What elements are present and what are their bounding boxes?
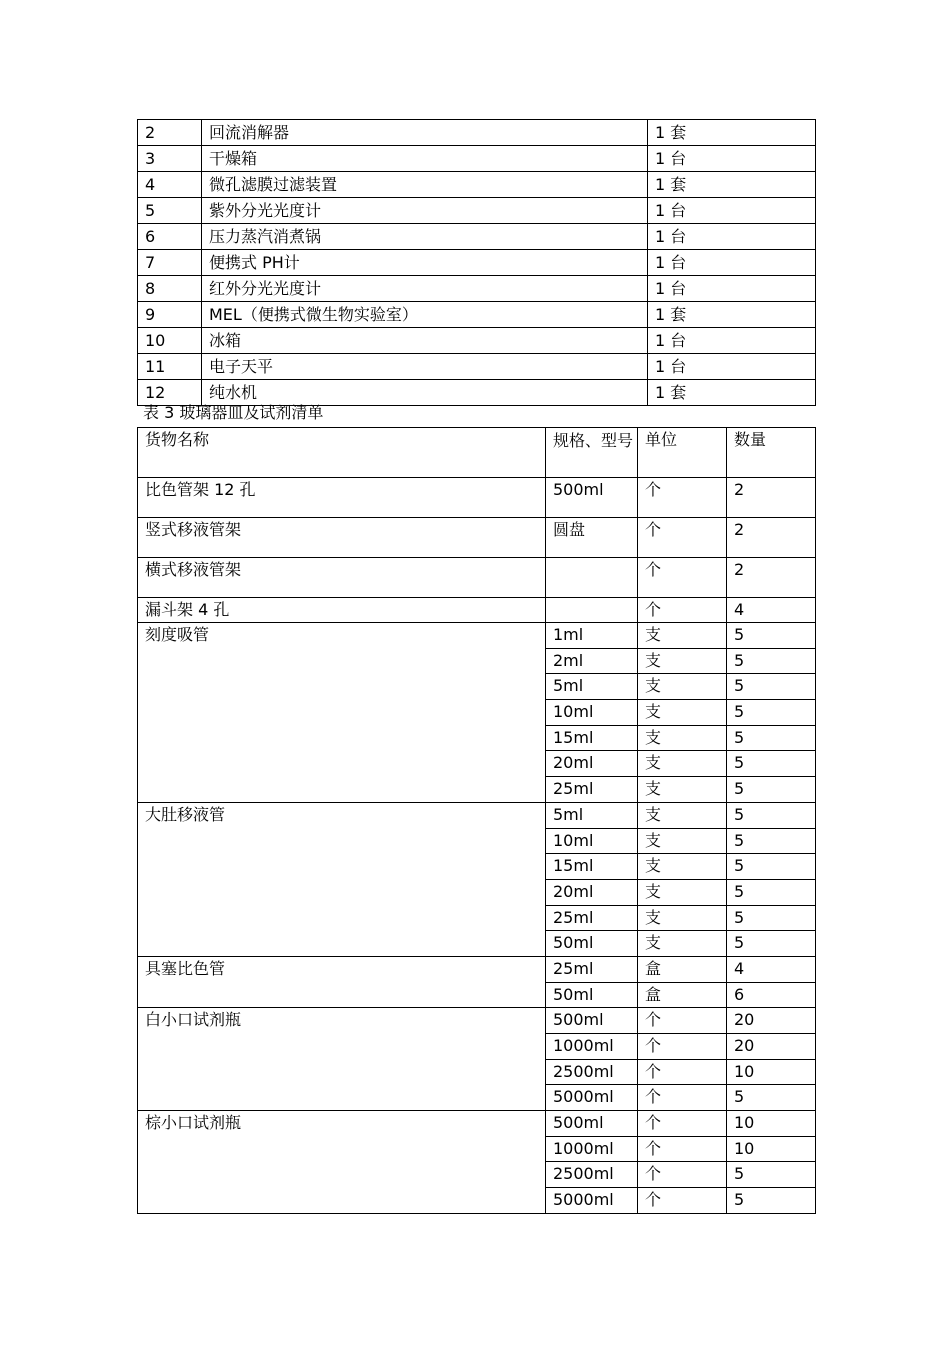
goods-name: 比色管架 12 孔	[138, 478, 546, 518]
table-row	[138, 120, 816, 146]
table-row	[138, 558, 816, 598]
spec-cell: 500ml	[546, 1008, 638, 1034]
item-quantity: 1 台	[648, 224, 816, 250]
table-row	[138, 250, 816, 276]
table-row	[138, 276, 816, 302]
unit-cell: 支	[638, 931, 727, 957]
unit-cell: 支	[638, 623, 727, 649]
unit-cell: 个	[638, 1162, 727, 1188]
item-number: 9	[138, 302, 202, 328]
item-quantity: 1 台	[648, 276, 816, 302]
spec-cell: 20ml	[546, 751, 638, 777]
table-row	[138, 598, 816, 623]
item-quantity: 1 套	[648, 380, 816, 406]
table-3-caption: 表 3 玻璃器皿及试剂清单	[143, 403, 324, 422]
unit-cell: 支	[638, 751, 727, 777]
quantity-cell: 5	[727, 725, 816, 751]
item-name: 干燥箱	[202, 146, 648, 172]
unit-cell: 个	[638, 478, 727, 518]
quantity-cell: 5	[727, 1162, 816, 1188]
spec-cell: 2ml	[546, 648, 638, 674]
item-number: 2	[138, 120, 202, 146]
spec-cell: 1000ml	[546, 1034, 638, 1060]
item-number: 4	[138, 172, 202, 198]
header-name: 货物名称	[138, 428, 546, 478]
spec-cell: 5ml	[546, 802, 638, 828]
glassware-header-row	[138, 428, 816, 478]
item-name: 回流消解器	[202, 120, 648, 146]
quantity-cell: 10	[727, 1136, 816, 1162]
unit-cell: 支	[638, 777, 727, 803]
spec-cell: 5ml	[546, 674, 638, 700]
table-row	[138, 354, 816, 380]
spec-cell: 50ml	[546, 982, 638, 1008]
table-row	[138, 802, 816, 828]
spec-cell: 10ml	[546, 700, 638, 726]
unit-cell: 个	[638, 558, 727, 598]
item-number: 3	[138, 146, 202, 172]
spec-cell: 圆盘	[546, 518, 638, 558]
item-name: 便携式 PH计	[202, 250, 648, 276]
quantity-cell: 5	[727, 879, 816, 905]
quantity-cell: 5	[727, 648, 816, 674]
goods-name: 横式移液管架	[138, 558, 546, 598]
table-row	[138, 302, 816, 328]
table-row	[138, 518, 816, 558]
item-number: 5	[138, 198, 202, 224]
quantity-cell: 10	[727, 1059, 816, 1085]
goods-name: 漏斗架 4 孔	[138, 598, 546, 623]
item-quantity: 1 台	[648, 146, 816, 172]
quantity-cell: 5	[727, 623, 816, 649]
quantity-cell: 4	[727, 956, 816, 982]
unit-cell: 支	[638, 828, 727, 854]
item-number: 7	[138, 250, 202, 276]
spec-cell: 500ml	[546, 1111, 638, 1137]
item-number: 8	[138, 276, 202, 302]
spec-cell: 5000ml	[546, 1188, 638, 1214]
item-name: 压力蒸汽消煮锅	[202, 224, 648, 250]
item-number: 10	[138, 328, 202, 354]
unit-cell: 个	[638, 598, 727, 623]
goods-name: 竖式移液管架	[138, 518, 546, 558]
spec-cell: 1ml	[546, 623, 638, 649]
quantity-cell: 5	[727, 828, 816, 854]
spec-cell: 50ml	[546, 931, 638, 957]
goods-name: 刻度吸管	[138, 623, 546, 803]
quantity-cell: 5	[727, 700, 816, 726]
item-name: 微孔滤膜过滤装置	[202, 172, 648, 198]
goods-name: 棕小口试剂瓶	[138, 1111, 546, 1214]
unit-cell: 个	[638, 1059, 727, 1085]
quantity-cell: 2	[727, 518, 816, 558]
item-quantity: 1 台	[648, 328, 816, 354]
table-row	[138, 1111, 816, 1137]
table-row	[138, 224, 816, 250]
spec-cell: 15ml	[546, 725, 638, 751]
quantity-cell: 5	[727, 777, 816, 803]
unit-cell: 支	[638, 905, 727, 931]
unit-cell: 个	[638, 1111, 727, 1137]
quantity-cell: 20	[727, 1008, 816, 1034]
table-row	[138, 146, 816, 172]
spec-cell	[546, 598, 638, 623]
item-number: 12	[138, 380, 202, 406]
table-row	[138, 623, 816, 649]
quantity-cell: 5	[727, 931, 816, 957]
item-name: 冰箱	[202, 328, 648, 354]
unit-cell: 个	[638, 1008, 727, 1034]
quantity-cell: 20	[727, 1034, 816, 1060]
table-row	[138, 198, 816, 224]
item-number: 11	[138, 354, 202, 380]
quantity-cell: 5	[727, 1085, 816, 1111]
table-row	[138, 956, 816, 982]
unit-cell: 个	[638, 1136, 727, 1162]
spec-cell	[546, 558, 638, 598]
spec-cell: 25ml	[546, 777, 638, 803]
quantity-cell: 2	[727, 558, 816, 598]
header-unit: 单位	[638, 428, 727, 478]
unit-cell: 个	[638, 1085, 727, 1111]
unit-cell: 个	[638, 518, 727, 558]
item-name: MEL（便携式微生物实验室）	[202, 302, 648, 328]
goods-name: 大肚移液管	[138, 802, 546, 956]
quantity-cell: 2	[727, 478, 816, 518]
quantity-cell: 5	[727, 854, 816, 880]
header-qty: 数量	[727, 428, 816, 478]
table-row	[138, 172, 816, 198]
unit-cell: 支	[638, 648, 727, 674]
quantity-cell: 6	[727, 982, 816, 1008]
item-quantity: 1 台	[648, 354, 816, 380]
spec-cell: 5000ml	[546, 1085, 638, 1111]
spec-cell: 500ml	[546, 478, 638, 518]
spec-cell: 2500ml	[546, 1059, 638, 1085]
spec-cell: 20ml	[546, 879, 638, 905]
quantity-cell: 5	[727, 905, 816, 931]
spec-cell: 10ml	[546, 828, 638, 854]
unit-cell: 个	[638, 1034, 727, 1060]
glassware-table	[137, 427, 816, 1214]
goods-name: 白小口试剂瓶	[138, 1008, 546, 1111]
quantity-cell: 10	[727, 1111, 816, 1137]
spec-cell: 1000ml	[546, 1136, 638, 1162]
header-spec: 规格、型号	[546, 428, 638, 478]
unit-cell: 支	[638, 879, 727, 905]
spec-cell: 15ml	[546, 854, 638, 880]
unit-cell: 盒	[638, 956, 727, 982]
unit-cell: 个	[638, 1188, 727, 1214]
unit-cell: 支	[638, 700, 727, 726]
item-name: 紫外分光光度计	[202, 198, 648, 224]
equipment-table	[137, 119, 816, 406]
item-quantity: 1 套	[648, 120, 816, 146]
unit-cell: 支	[638, 674, 727, 700]
item-quantity: 1 台	[648, 198, 816, 224]
goods-name: 具塞比色管	[138, 956, 546, 1007]
item-name: 纯水机	[202, 380, 648, 406]
unit-cell: 支	[638, 725, 727, 751]
item-number: 6	[138, 224, 202, 250]
item-quantity: 1 台	[648, 250, 816, 276]
table-row	[138, 478, 816, 518]
item-name: 红外分光光度计	[202, 276, 648, 302]
item-name: 电子天平	[202, 354, 648, 380]
quantity-cell: 4	[727, 598, 816, 623]
unit-cell: 支	[638, 802, 727, 828]
quantity-cell: 5	[727, 751, 816, 777]
spec-cell: 25ml	[546, 956, 638, 982]
quantity-cell: 5	[727, 674, 816, 700]
table-row	[138, 328, 816, 354]
unit-cell: 盒	[638, 982, 727, 1008]
spec-cell: 25ml	[546, 905, 638, 931]
item-quantity: 1 套	[648, 302, 816, 328]
quantity-cell: 5	[727, 1188, 816, 1214]
spec-cell: 2500ml	[546, 1162, 638, 1188]
table-row	[138, 1008, 816, 1034]
unit-cell: 支	[638, 854, 727, 880]
quantity-cell: 5	[727, 802, 816, 828]
item-quantity: 1 套	[648, 172, 816, 198]
